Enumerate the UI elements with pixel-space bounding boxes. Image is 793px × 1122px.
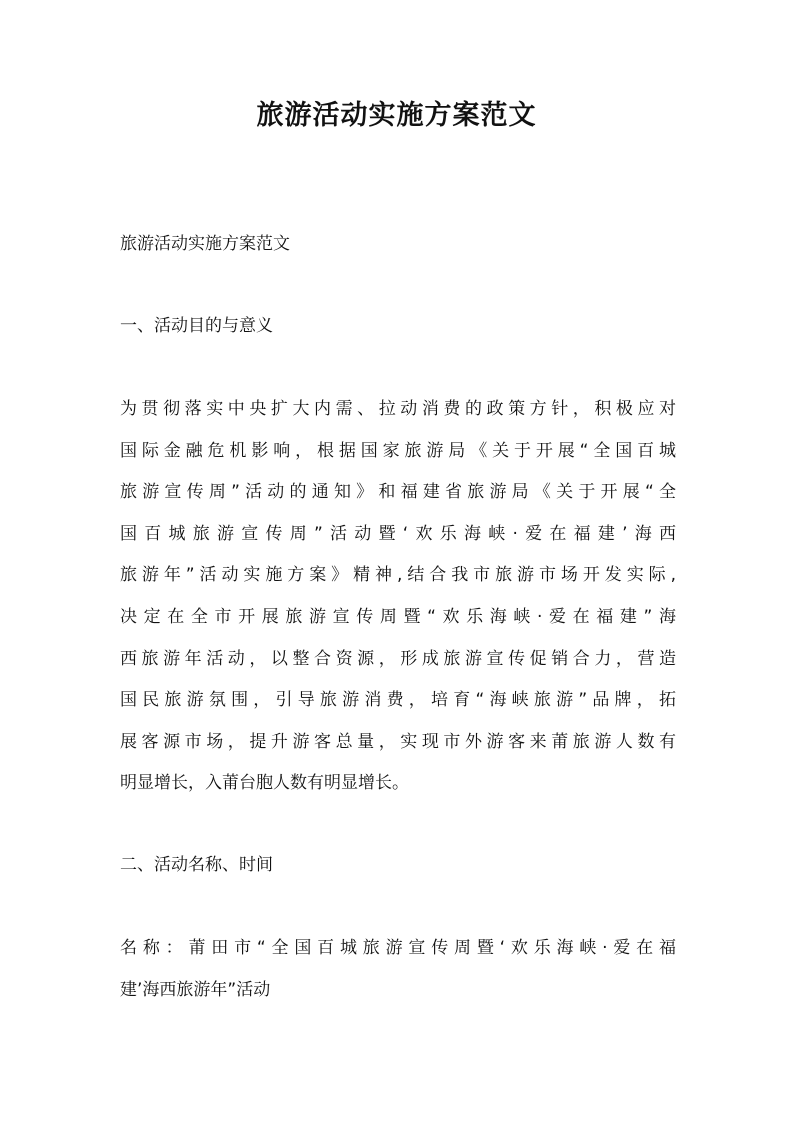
section-1-heading: 一、活动目的与意义	[120, 316, 273, 336]
paragraph-line: 名称：莆田市“全国百城旅游宣传周暨‘欢乐海峡·爱在福	[120, 938, 676, 958]
paragraph-line: 展客源市场，提升游客总量，实现市外游客来莆旅游人数有	[120, 731, 676, 752]
paragraph-line: 旅游年”活动实施方案》精神,结合我市旅游市场开发实际,	[120, 565, 676, 586]
section-2-paragraph	[120, 936, 676, 1019]
section-1-paragraph	[120, 397, 676, 813]
paragraph-line: 西旅游年活动，以整合资源，形成旅游宣传促销合力，营造	[120, 648, 676, 669]
document-title: 旅游活动实施方案范文	[256, 100, 537, 131]
paragraph-line: 国百城旅游宣传周”活动暨‘欢乐海峡·爱在福建’海西	[120, 523, 676, 544]
paragraph-line: 为贯彻落实中央扩大内需、拉动消费的政策方针，积极应对	[120, 399, 676, 419]
document-subtitle: 旅游活动实施方案范文	[120, 234, 290, 254]
paragraph-line: 决定在全市开展旅游宣传周暨“欢乐海峡·爱在福建”海	[120, 606, 676, 627]
paragraph-line: 国际金融危机影响，根据国家旅游局《关于开展“全国百城	[120, 440, 676, 461]
paragraph-line: 建’海西旅游年”活动	[120, 979, 271, 1000]
paragraph-line: 旅游宣传周”活动的通知》和福建省旅游局《关于开展“全	[120, 482, 676, 503]
paragraph-line: 国民旅游氛围，引导旅游消费，培育“海峡旅游”品牌，拓	[120, 690, 676, 711]
paragraph-line: 明显增长，入莆台胞人数有明显增长。	[120, 773, 409, 794]
section-2-heading: 二、活动名称、时间	[120, 855, 273, 875]
